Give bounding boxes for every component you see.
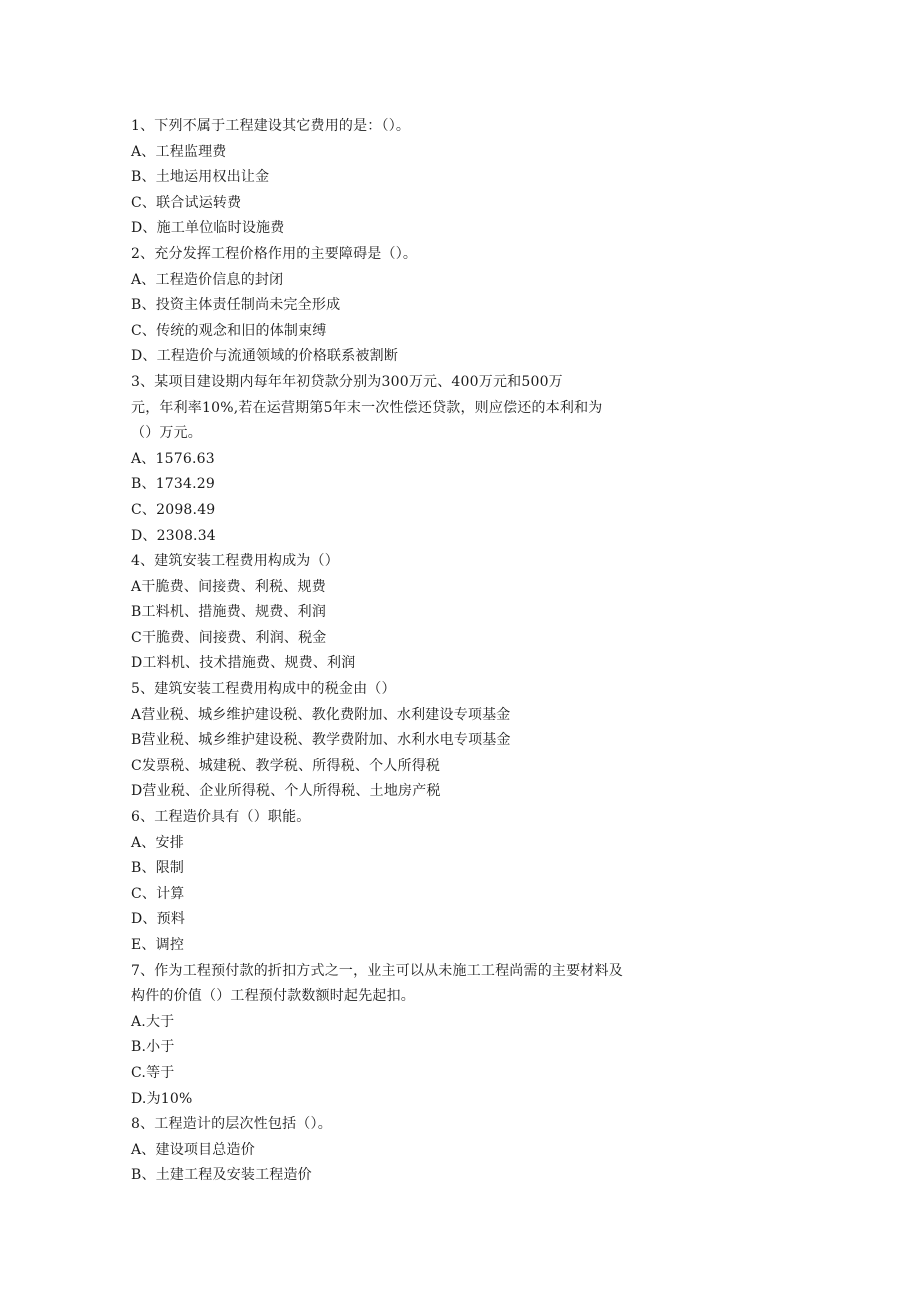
question-4: 4、建筑安装工程费用构成为（） <box>131 553 339 570</box>
option-6a: A、安排 <box>131 834 184 851</box>
option-5a: A营业税、城乡维护建设税、教化费附加、水利建设专项基金 <box>131 706 511 723</box>
option-5d: D营业税、企业所得税、个人所得税、土地房产税 <box>131 783 441 800</box>
option-5b: B营业税、城乡维护建设税、教学费附加、水利水电专项基金 <box>131 732 511 749</box>
option-2c: C、传统的观念和旧的体制束缚 <box>131 322 327 339</box>
option-3b: B、1734.29 <box>131 476 215 493</box>
question-8: 8、工程造计的层次性包括（）。 <box>131 1116 332 1133</box>
document-body <box>131 114 691 1189</box>
question-3-line-3: （）万元。 <box>131 425 202 442</box>
option-6b: B、限制 <box>131 860 185 877</box>
option-6c: C、计算 <box>131 885 185 902</box>
option-7d: D.为10% <box>131 1090 193 1107</box>
option-3a: A、1576.63 <box>131 450 215 467</box>
option-6d: D、预料 <box>131 911 186 928</box>
question-5: 5、建筑安装工程费用构成中的税金由（） <box>131 681 396 698</box>
option-4c: C干脆费、间接费、利润、税金 <box>131 629 327 646</box>
option-4d: D工料机、技术措施费、规费、利润 <box>131 655 356 672</box>
question-7-line-1: 7、作为工程预付款的折扣方式之一，业主可以从未施工工程尚需的主要材料及 <box>131 962 623 979</box>
option-3d: D、2308.34 <box>131 527 216 544</box>
option-7c: C.等于 <box>131 1064 175 1081</box>
option-1d: D、施工单位临时设施费 <box>131 220 285 237</box>
option-5c: C发票税、城建税、教学税、所得税、个人所得税 <box>131 757 441 774</box>
option-7a: A.大于 <box>131 1013 175 1030</box>
question-3-line-1: 3、某项目建设期内每年年初贷款分别为300万元、400万元和500万 <box>131 373 563 390</box>
option-4b: B工料机、措施费、规费、利润 <box>131 604 327 621</box>
option-2b: B、投资主体责任制尚未完全形成 <box>131 297 341 314</box>
option-2a: A、工程造价信息的封闭 <box>131 271 284 288</box>
option-2d: D、工程造价与流通领域的价格联系被割断 <box>131 348 399 365</box>
question-2: 2、充分发挥工程价格作用的主要障碍是（）。 <box>131 245 418 262</box>
option-8b: B、土建工程及安装工程造价 <box>131 1167 312 1184</box>
option-1c: C、联合试运转费 <box>131 194 242 211</box>
option-7b: B.小于 <box>131 1039 175 1056</box>
option-4a: A干脆费、间接费、利税、规费 <box>131 578 326 595</box>
question-6: 6、工程造价具有（）职能。 <box>131 809 311 826</box>
option-3c: C、2098.49 <box>131 501 216 518</box>
option-1a: A、工程监理费 <box>131 143 227 160</box>
question-3-line-2: 元，年利率10%,若在运营期第5年末一次性偿还贷款，则应偿还的本利和为 <box>131 399 603 416</box>
question-7-line-2: 构件的价值（）工程预付款数额时起先起扣。 <box>131 988 415 1005</box>
option-1b: B、土地运用权出让金 <box>131 169 270 186</box>
option-6e: E、调控 <box>131 937 185 953</box>
question-1: 1、下列不属于工程建设其它费用的是：（）。 <box>131 118 411 134</box>
option-8a: A、建设项目总造价 <box>131 1141 255 1158</box>
